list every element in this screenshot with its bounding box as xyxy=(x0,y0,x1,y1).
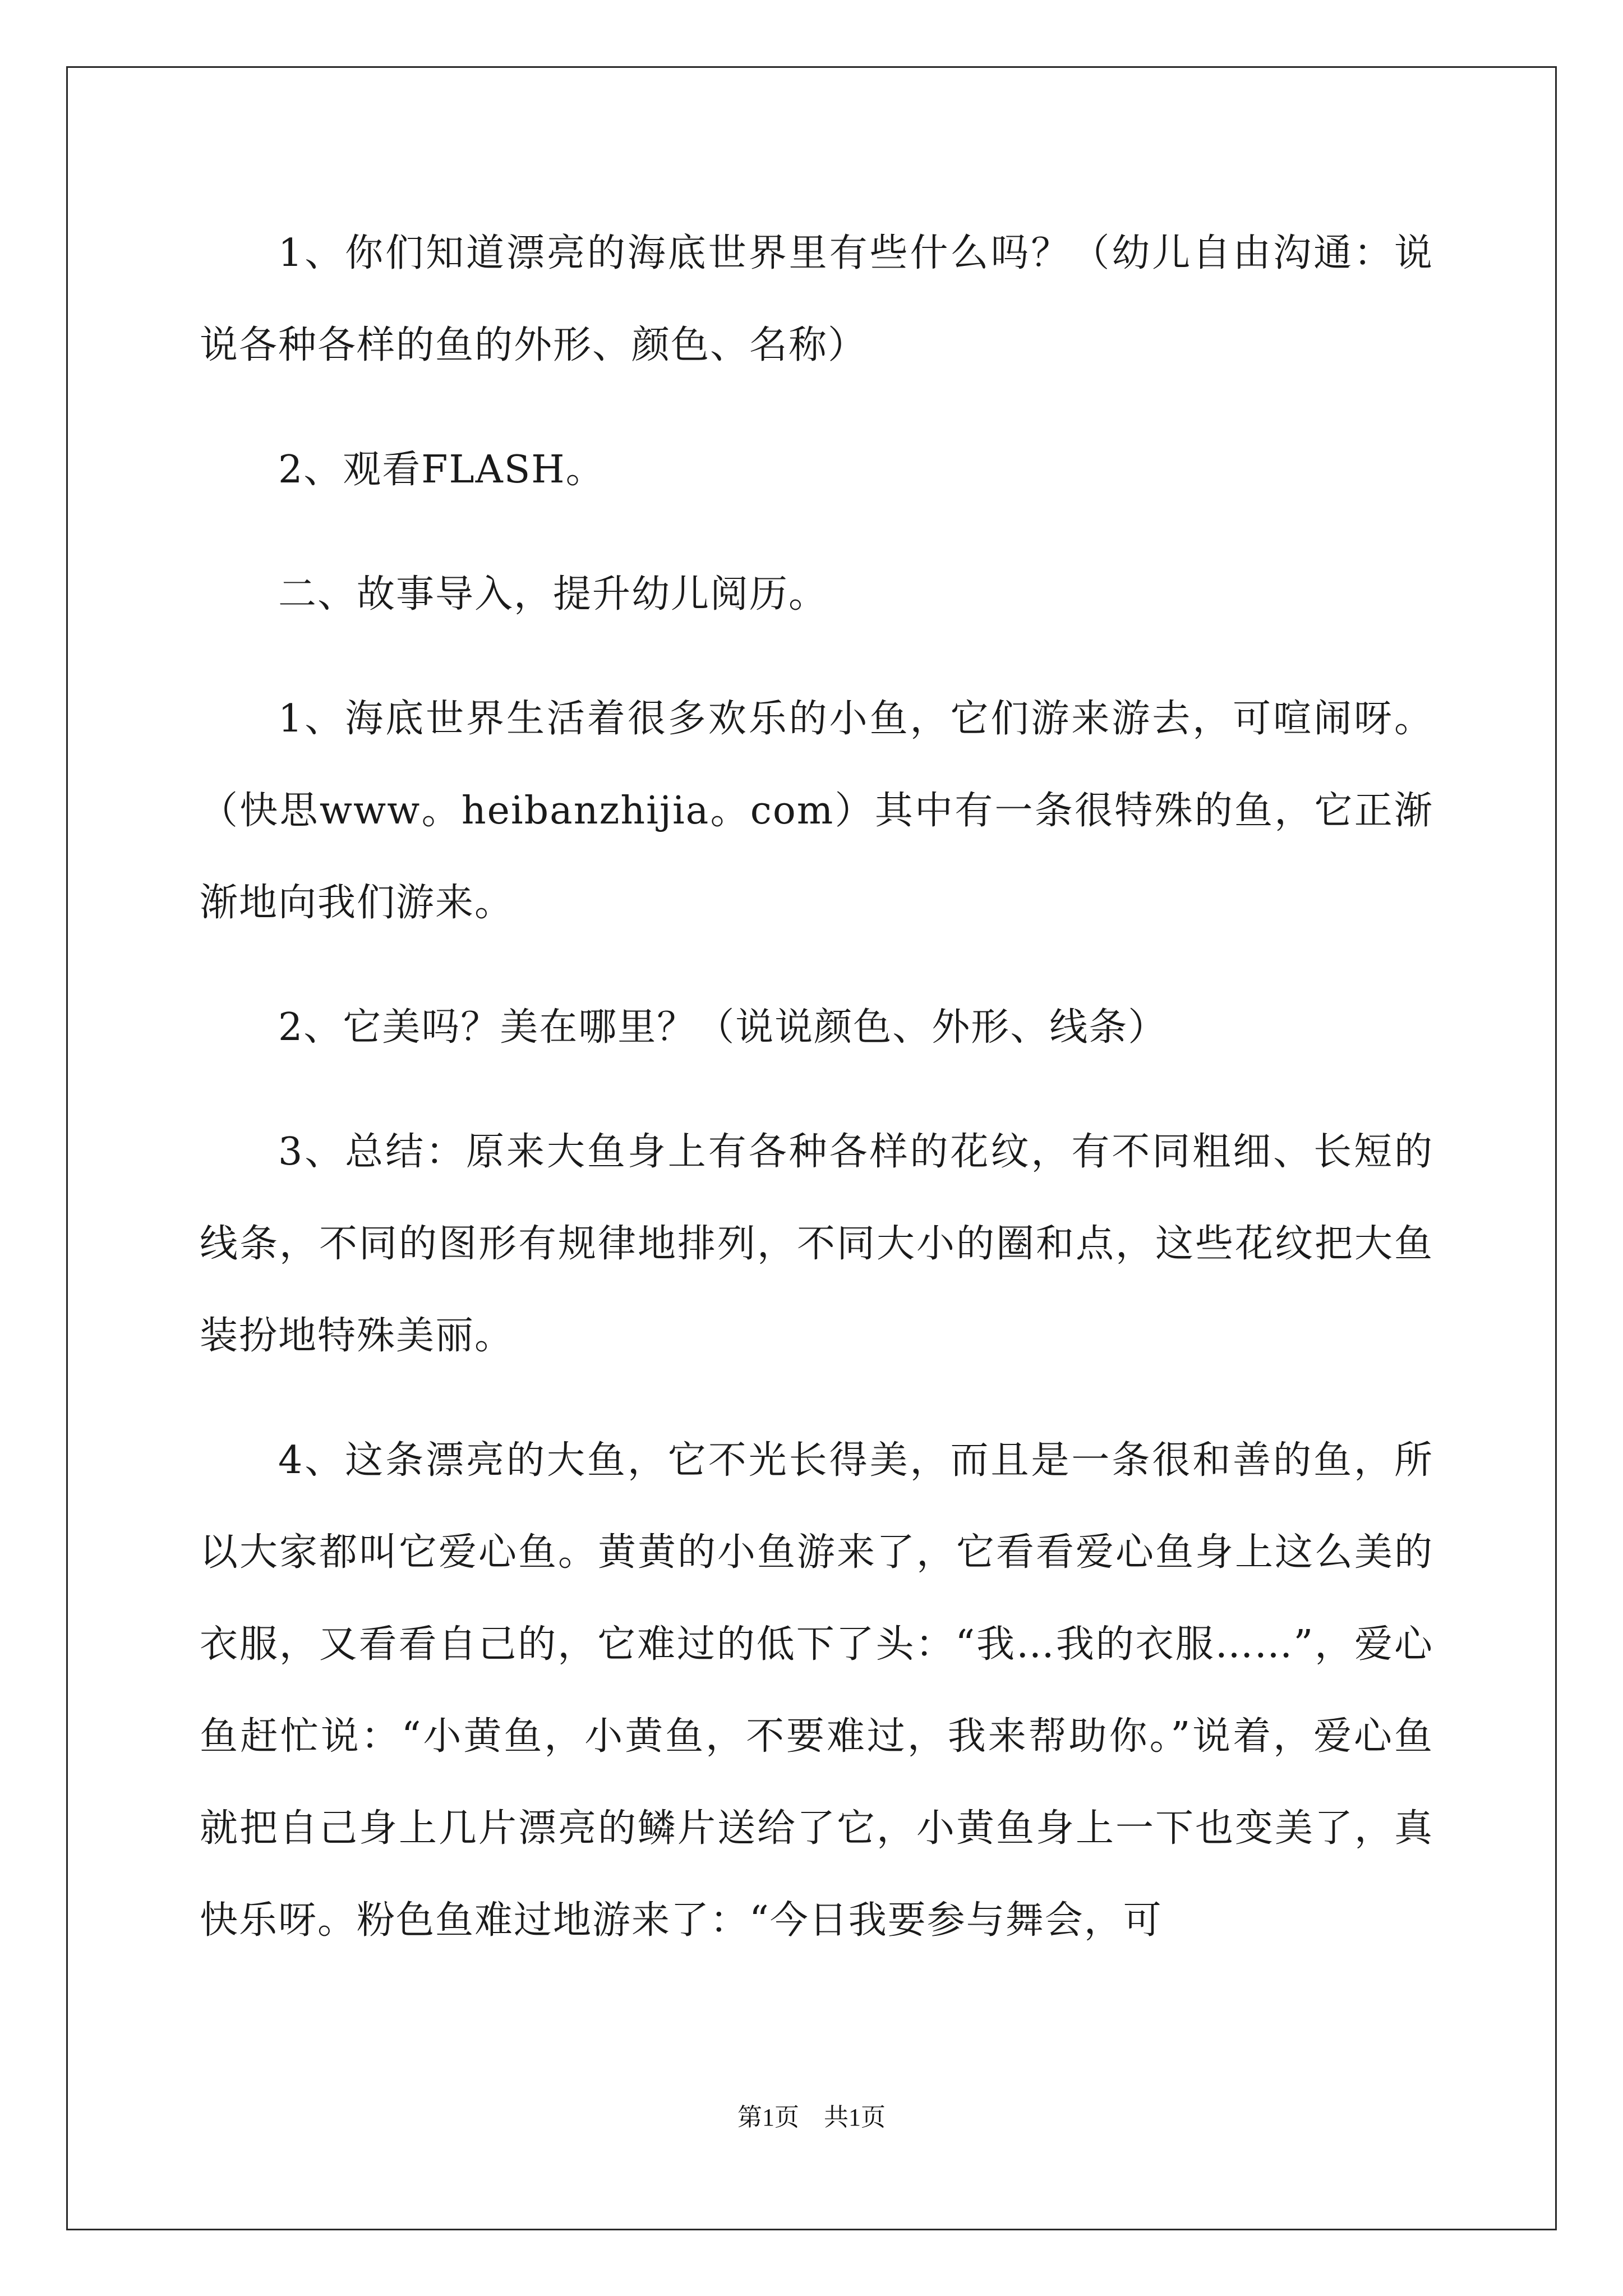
page-number-footer: 第1页 共1页 xyxy=(737,2104,886,2131)
paragraph-4: 1、海底世界生活着很多欢乐的小鱼，它们游来游去，可喧闹呀。（快思www。heibanzhijia。com）其中有一条很特殊的鱼，它正渐渐地向我们游来。 xyxy=(200,697,1433,925)
paragraph-5: 2、它美吗？美在哪里？（说说颜色、外形、线条） xyxy=(278,1005,1168,1050)
paragraph-7: 4、这条漂亮的大鱼，它不光长得美，而且是一条很和善的鱼，所以大家都叫它爱心鱼。黄黄的小鱼游来了，它看看爱心鱼身上这么美的衣服，又看看自己的，它难过的低下了头：“我…我的衣服……”，爱心鱼赶忙说：“小黄鱼，小黄鱼，不要难过，我来帮助你。”说着，爱心鱼就把自己身上几片漂亮的鳞片送给了它，小黄鱼身上一下也变美了，真快乐呀。粉色鱼难过地游来了：“今日我要参与舞会，可 xyxy=(200,1438,1433,1943)
paragraph-3: 二、故事导入，提升幼儿阅历。 xyxy=(278,572,828,616)
document-body xyxy=(200,208,1433,1999)
paragraph-1: 1、你们知道漂亮的海底世界里有些什么吗？（幼儿自由沟通：说说各种各样的鱼的外形、颜色、名称） xyxy=(200,231,1433,367)
paragraph-6: 3、总结：原来大鱼身上有各种各样的花纹，有不同粗细、长短的线条，不同的图形有规律地排列，不同大小的圈和点，这些花纹把大鱼装扮地特殊美丽。 xyxy=(200,1130,1433,1358)
paragraph-2: 2、观看FLASH。 xyxy=(278,448,605,492)
